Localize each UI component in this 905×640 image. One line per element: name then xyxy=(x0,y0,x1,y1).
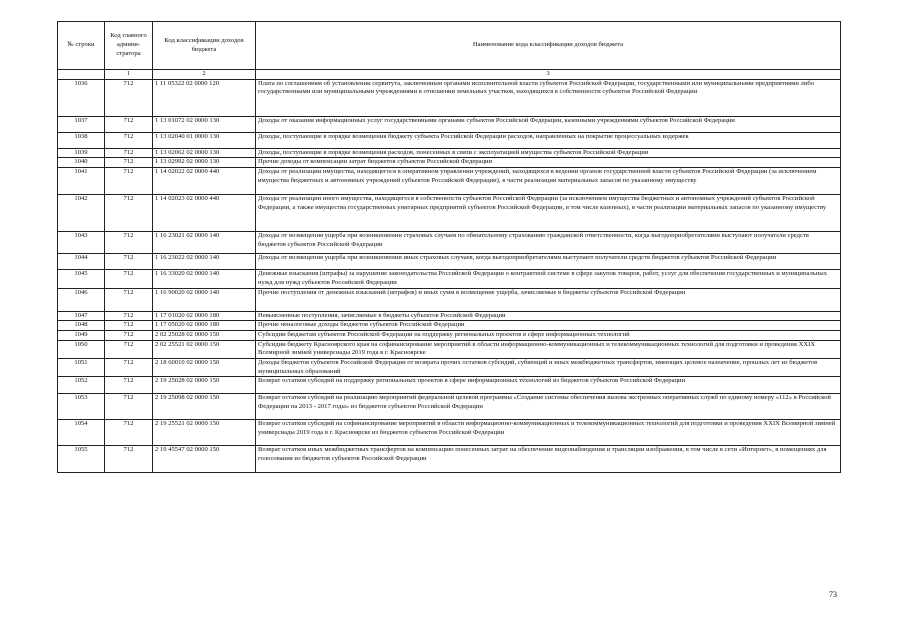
row-number-cell: 1038 xyxy=(58,132,105,148)
admin-code-cell: 712 xyxy=(105,420,153,446)
row-number-cell: 1046 xyxy=(58,288,105,311)
description-cell: Возврат остатков субсидий на софинансирование мероприятий в области информационно-коммуникационных и телекоммуникационных технологий для подготовки и проведения XXIX Всемирной зимней универсиады 2019 года в г. Красноярске из бюджетов субъектов Российской Федерации xyxy=(256,420,841,446)
row-number-cell: 1051 xyxy=(58,359,105,377)
row-number-cell: 1055 xyxy=(58,446,105,473)
classification-code-cell: 1 16 23021 02 0000 140 xyxy=(153,232,256,254)
classification-code-cell: 1 11 05322 02 0000 120 xyxy=(153,79,256,116)
row-number-cell: 1042 xyxy=(58,195,105,232)
table-row xyxy=(58,394,841,420)
row-number-cell: 1048 xyxy=(58,321,105,331)
classification-code-cell: 1 14 02022 02 0000 440 xyxy=(153,168,256,195)
description-cell: Доходы от возмещения ущерба при возникновении страховых случаев по обязательному страхованию гражданской ответственности, когда выгодоприобретателями выступают получатели средств бюджетов субъектов Российской Федерации xyxy=(256,232,841,254)
admin-code-cell: 712 xyxy=(105,232,153,254)
classification-code-cell: 2 18 60010 02 0000 150 xyxy=(153,359,256,377)
column-number-row xyxy=(58,70,841,80)
table-row xyxy=(58,168,841,195)
description-cell: Возврат остатков иных межбюджетных трансфертов на компенсацию понесенных затрат на обеспечение видеонаблюдения и трансляции изображения, в том числе в сети «Интернет», в помещениях для голосования из бюджетов субъектов Российской Федерации xyxy=(256,446,841,473)
row-number-cell: 1049 xyxy=(58,330,105,340)
table-row xyxy=(58,446,841,473)
description-cell: Прочие поступления от денежных взысканий (штрафов) и иных сумм в возмещение ущерба, зачисляемые в бюджеты субъектов Российской Федерации xyxy=(256,288,841,311)
admin-code-cell: 712 xyxy=(105,254,153,270)
classification-code-cell: 1 13 01072 02 0000 130 xyxy=(153,116,256,132)
admin-code-cell: 712 xyxy=(105,270,153,288)
admin-code-cell: 712 xyxy=(105,340,153,358)
header-row-number: № строки xyxy=(58,22,105,70)
column-number: 2 xyxy=(153,70,256,80)
row-number-cell: 1037 xyxy=(58,116,105,132)
description-cell: Субсидии бюджетам субъектов Российской Федерации на поддержку региональных проектов в сфере информационных технологий xyxy=(256,330,841,340)
table-row xyxy=(58,254,841,270)
description-cell: Денежные взыскания (штрафы) за нарушение законодательства Российской Федерации о контрактной системе в сфере закупок товаров, работ, услуг для обеспечения государственных и муниципальных нужд для нужд субъектов Российской Федерации xyxy=(256,270,841,288)
row-number-cell: 1039 xyxy=(58,148,105,158)
row-number-cell: 1054 xyxy=(58,420,105,446)
header-admin-code: Код главного админи-стратора xyxy=(105,22,153,70)
classification-code-cell: 2 19 25028 02 0000 150 xyxy=(153,377,256,394)
row-number-cell: 1041 xyxy=(58,168,105,195)
classification-code-cell: 2 19 45547 02 0000 150 xyxy=(153,446,256,473)
admin-code-cell: 712 xyxy=(105,195,153,232)
description-cell: Невыясненные поступления, зачисляемые в бюджеты субъектов Российской Федерации xyxy=(256,311,841,321)
description-cell: Субсидии бюджету Красноярского края на софинансирование мероприятий в области информационно-коммуникационных и телекоммуникационных технологий для подготовки и проведения XXIX Всемирной зимней универсиады 2019 года в г. Красноярске xyxy=(256,340,841,358)
table-row xyxy=(58,321,841,331)
admin-code-cell: 712 xyxy=(105,116,153,132)
budget-classification-table xyxy=(57,21,841,473)
column-number: 1 xyxy=(105,70,153,80)
column-number: 3 xyxy=(256,70,841,80)
page-number: 73 xyxy=(829,590,837,599)
row-number-cell: 1052 xyxy=(58,377,105,394)
row-number-cell: 1047 xyxy=(58,311,105,321)
classification-code-cell: 1 17 01020 02 0000 180 xyxy=(153,311,256,321)
classification-code-cell: 1 13 02062 02 0000 130 xyxy=(153,148,256,158)
table-row xyxy=(58,116,841,132)
row-number-cell: 1050 xyxy=(58,340,105,358)
table-row xyxy=(58,79,841,116)
description-cell: Доходы от реализации имущества, находящегося в оперативном управлении учреждений, находящихся в ведении органов государственной власти субъектов Российской Федерации (за исключением имущества бюджетных и автономных учреждений субъектов Российской Федерации), в части реализации материальных запасов по указанному имуществу xyxy=(256,168,841,195)
description-cell: Прочие неналоговые доходы бюджетов субъектов Российской Федерации xyxy=(256,321,841,331)
classification-code-cell: 2 02 25028 02 0000 150 xyxy=(153,330,256,340)
classification-code-cell: 1 16 33020 02 0000 140 xyxy=(153,270,256,288)
table-body xyxy=(58,79,841,473)
row-number-cell: 1036 xyxy=(58,79,105,116)
table-row xyxy=(58,148,841,158)
admin-code-cell: 712 xyxy=(105,394,153,420)
classification-code-cell: 2 19 25098 02 0000 150 xyxy=(153,394,256,420)
header-classification-code: Код классификации доходов бюджета xyxy=(153,22,256,70)
admin-code-cell: 712 xyxy=(105,321,153,331)
row-number-cell: 1044 xyxy=(58,254,105,270)
description-cell: Доходы бюджетов субъектов Российской Федерации от возврата прочих остатков субсидий, субвенций и иных межбюджетных трансфертов, имеющих целевое назначение, прошлых лет из бюджетов муниципальных образований xyxy=(256,359,841,377)
table-row xyxy=(58,232,841,254)
description-cell: Прочие доходы от компенсации затрат бюджетов субъектов Российской Федерации xyxy=(256,158,841,168)
admin-code-cell: 712 xyxy=(105,377,153,394)
description-cell: Доходы от реализации иного имущества, находящегося в собственности субъектов Российской Федерации (за исключением имущества бюджетных и автономных учреждений субъектов Российской Федерации, а также имущества государственных унитарных предприятий субъектов Российской Федерации, в том числе казенных), в части реализации материальных запасов по указанному имуществу xyxy=(256,195,841,232)
classification-code-cell: 2 02 25521 02 0000 150 xyxy=(153,340,256,358)
description-cell: Возврат остатков субсидий на реализацию мероприятий федеральной целевой программы «Создание системы обеспечения вызова экстренных оперативных служб по единому номеру «112» в Российской Федерации на 2013 - 2017 годы» из бюджетов субъектов Российской Федерации xyxy=(256,394,841,420)
table-row xyxy=(58,330,841,340)
table-row xyxy=(58,311,841,321)
admin-code-cell: 712 xyxy=(105,446,153,473)
admin-code-cell: 712 xyxy=(105,330,153,340)
admin-code-cell: 712 xyxy=(105,359,153,377)
classification-code-cell: 1 16 23022 02 0000 140 xyxy=(153,254,256,270)
table-row xyxy=(58,132,841,148)
description-cell: Возврат остатков субсидий на поддержку региональных проектов в сфере информационных технологий из бюджетов субъектов Российской Федерации xyxy=(256,377,841,394)
admin-code-cell: 712 xyxy=(105,148,153,158)
admin-code-cell: 712 xyxy=(105,288,153,311)
row-number-cell: 1043 xyxy=(58,232,105,254)
table-row xyxy=(58,288,841,311)
classification-code-cell: 1 14 02023 02 0000 440 xyxy=(153,195,256,232)
table-row xyxy=(58,158,841,168)
table-header xyxy=(58,22,841,80)
row-number-cell: 1045 xyxy=(58,270,105,288)
header-name: Наименование кода классификации доходов бюджета xyxy=(256,22,841,70)
admin-code-cell: 712 xyxy=(105,168,153,195)
admin-code-cell: 712 xyxy=(105,311,153,321)
table-row xyxy=(58,377,841,394)
description-cell: Доходы, поступающие в порядке возмещения бюджету субъекта Российской Федерации расходов, направленных на покрытие процессуальных издержек xyxy=(256,132,841,148)
admin-code-cell: 712 xyxy=(105,158,153,168)
row-number-cell: 1040 xyxy=(58,158,105,168)
table-row xyxy=(58,359,841,377)
classification-code-cell: 1 16 90020 02 0000 140 xyxy=(153,288,256,311)
description-cell: Доходы от возмещения ущерба при возникновении иных страховых случаев, когда выгодоприобретателями выступают получатели средств бюджетов субъектов Российской Федерации xyxy=(256,254,841,270)
row-number-cell: 1053 xyxy=(58,394,105,420)
description-cell: Доходы от оказания информационных услуг государственными органами субъектов Российской Федерации, казенными учреждениями субъектов Российской Федерации xyxy=(256,116,841,132)
classification-code-cell: 1 17 05020 02 0000 180 xyxy=(153,321,256,331)
admin-code-cell: 712 xyxy=(105,132,153,148)
classification-code-cell: 1 13 02992 02 0000 130 xyxy=(153,158,256,168)
column-number xyxy=(58,70,105,80)
classification-code-cell: 1 13 02040 01 0000 130 xyxy=(153,132,256,148)
description-cell: Доходы, поступающие в порядке возмещения расходов, понесенных в связи с эксплуатацией имущества субъектов Российской Федерации xyxy=(256,148,841,158)
classification-code-cell: 2 19 25521 02 0000 150 xyxy=(153,420,256,446)
admin-code-cell: 712 xyxy=(105,79,153,116)
table-row xyxy=(58,195,841,232)
table-row xyxy=(58,340,841,358)
description-cell: Плата по соглашениям об установлении сервитута, заключенным органами исполнительной власти субъектов Российской Федерации, государственными или муниципальными предприятиями либо государственными или муниципальными учреждениями в отношении земельных участков, находящихся в собственности субъектов Российской Федерации xyxy=(256,79,841,116)
table-row xyxy=(58,270,841,288)
table-row xyxy=(58,420,841,446)
